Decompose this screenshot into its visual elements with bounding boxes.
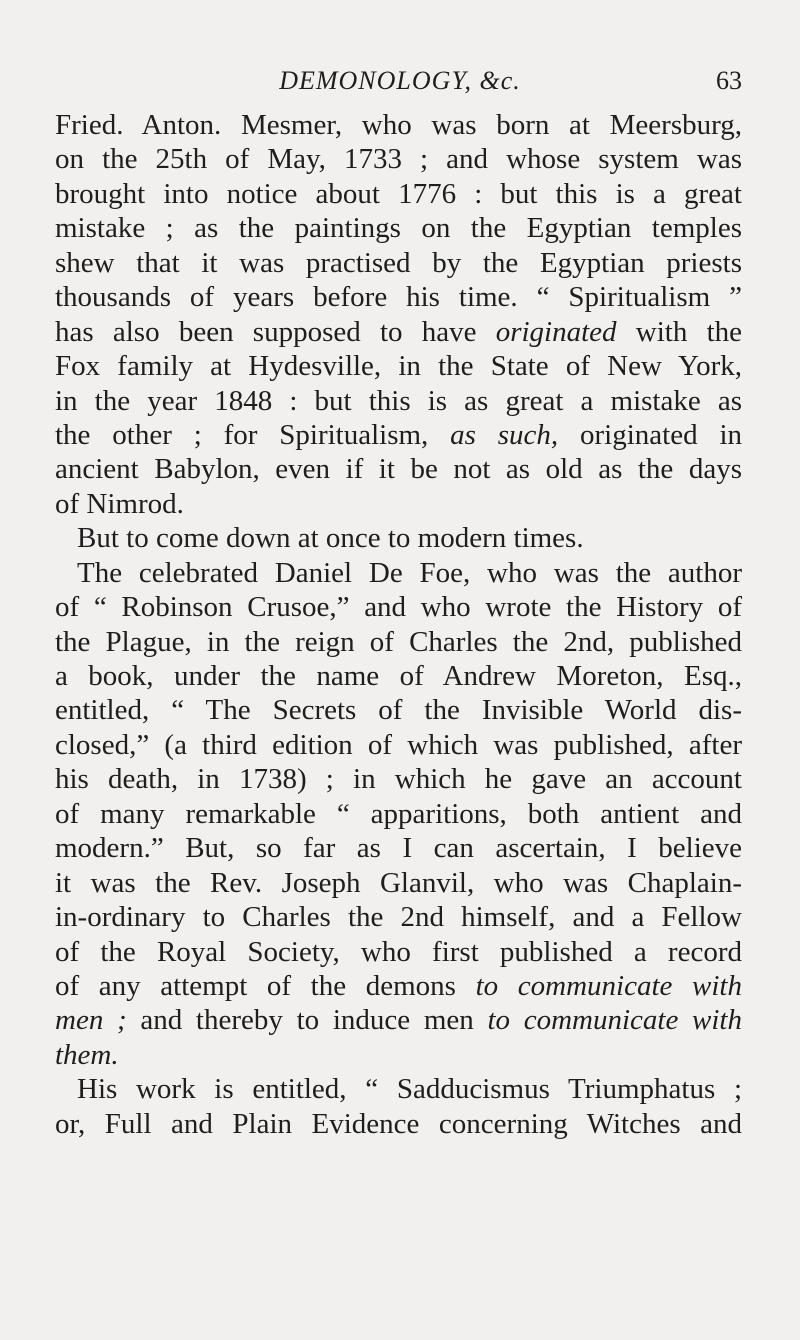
text-line: [55, 384, 742, 418]
text-run: of “ Robinson Crusoe,” and who wrote the History of: [55, 591, 742, 624]
running-head: [58, 66, 742, 106]
text-line: [55, 211, 742, 245]
text-line: [55, 487, 742, 521]
text-run: entitled, “ The Secrets of the Invisible World dis-: [55, 694, 742, 727]
text-run: The celebrated Daniel De Foe, who was the author: [77, 556, 742, 589]
text-run: has also been supposed to have: [55, 315, 496, 348]
italic-text: to communicate with: [475, 969, 742, 1002]
text-run: Fox family at Hydesville, in the State of New York,: [55, 350, 742, 383]
text-run: of any attempt of the demons: [55, 969, 476, 1002]
text-line: [55, 1072, 742, 1106]
text-line: [55, 797, 742, 831]
text-line: [55, 590, 742, 624]
text-run: on the 25th of May, 1733 ; and whose system was: [55, 143, 742, 176]
text-run: in-ordinary to Charles the 2nd himself, and a Fellow: [55, 901, 742, 934]
text-line: [55, 831, 742, 865]
text-run: brought into notice about 1776 : but this is a great: [55, 177, 742, 210]
text-run: shew that it was practised by the Egyptian priests: [55, 246, 742, 279]
text-line: [55, 935, 742, 969]
text-line: [55, 659, 742, 693]
text-line: [55, 728, 742, 762]
text-line: [55, 177, 742, 211]
text-run: a book, under the name of Andrew Moreton, Esq.,: [55, 660, 742, 692]
italic-text: originated: [495, 315, 617, 348]
text-line: [55, 315, 742, 349]
text-run: the Plague, in the reign of Charles the 2nd, published: [55, 625, 742, 658]
text-line: [55, 349, 742, 383]
text-run: with the: [616, 315, 742, 348]
text-run: or, Full and Plain Evidence concerning Witches and: [55, 1107, 742, 1140]
text-line: [55, 142, 742, 176]
text-line: [55, 280, 742, 314]
text-run: mistake ; as the paintings on the Egyptian temples: [55, 212, 742, 245]
text-run: and thereby to induce men: [126, 1004, 488, 1037]
text-run: originated in: [558, 418, 742, 451]
text-run: of many remarkable “ apparitions, both antient and: [55, 797, 742, 830]
text-run: in the year 1848 : but this is as great a mistake as: [55, 384, 742, 417]
text-run: the other ; for Spiritualism,: [55, 418, 451, 451]
text-run: his death, in 1738) ; in which he gave an account: [55, 763, 742, 796]
text-line: [55, 418, 742, 452]
text-run: But to come down at once to modern times.: [77, 522, 584, 555]
italic-text: men ;: [55, 1004, 127, 1037]
text-line: [55, 556, 742, 590]
text-line: [55, 969, 742, 1003]
italic-text: as such,: [450, 418, 559, 451]
text-line: [55, 1107, 742, 1141]
text-line: [55, 1003, 742, 1037]
text-line: [55, 900, 742, 934]
text-line: [55, 108, 742, 142]
text-line: [55, 246, 742, 280]
italic-text: them.: [55, 1038, 119, 1071]
text-run: ancient Babylon, even if it be not as old as the days: [55, 453, 742, 486]
text-line: [55, 1038, 742, 1072]
running-head-title: DEMONOLOGY, &c.: [279, 66, 521, 95]
text-line: [55, 625, 742, 659]
text-run: of Nimrod.: [55, 487, 184, 520]
text-run: it was the Rev. Joseph Glanvil, who was Chaplain-: [55, 866, 742, 899]
text-run: His work is entitled, “ Sadducismus Triumphatus ;: [77, 1073, 742, 1106]
text-line: [55, 452, 742, 486]
text-line: [55, 866, 742, 900]
text-run: of the Royal Society, who first published a record: [55, 935, 742, 968]
text-line: [55, 693, 742, 727]
text-line: [55, 521, 742, 555]
text-run: thousands of years before his time. “ Spiritualism ”: [55, 281, 742, 314]
text-run: modern.” But, so far as I can ascertain, I believe: [55, 832, 742, 865]
body-text: [55, 108, 742, 1141]
text-run: closed,” (a third edition of which was published, after: [55, 728, 742, 761]
italic-text: to communicate with: [487, 1004, 742, 1037]
page-number: 63: [716, 66, 742, 95]
text-run: Fried. Anton. Mesmer, who was born at Meersburg,: [55, 109, 742, 141]
text-line: [55, 762, 742, 796]
